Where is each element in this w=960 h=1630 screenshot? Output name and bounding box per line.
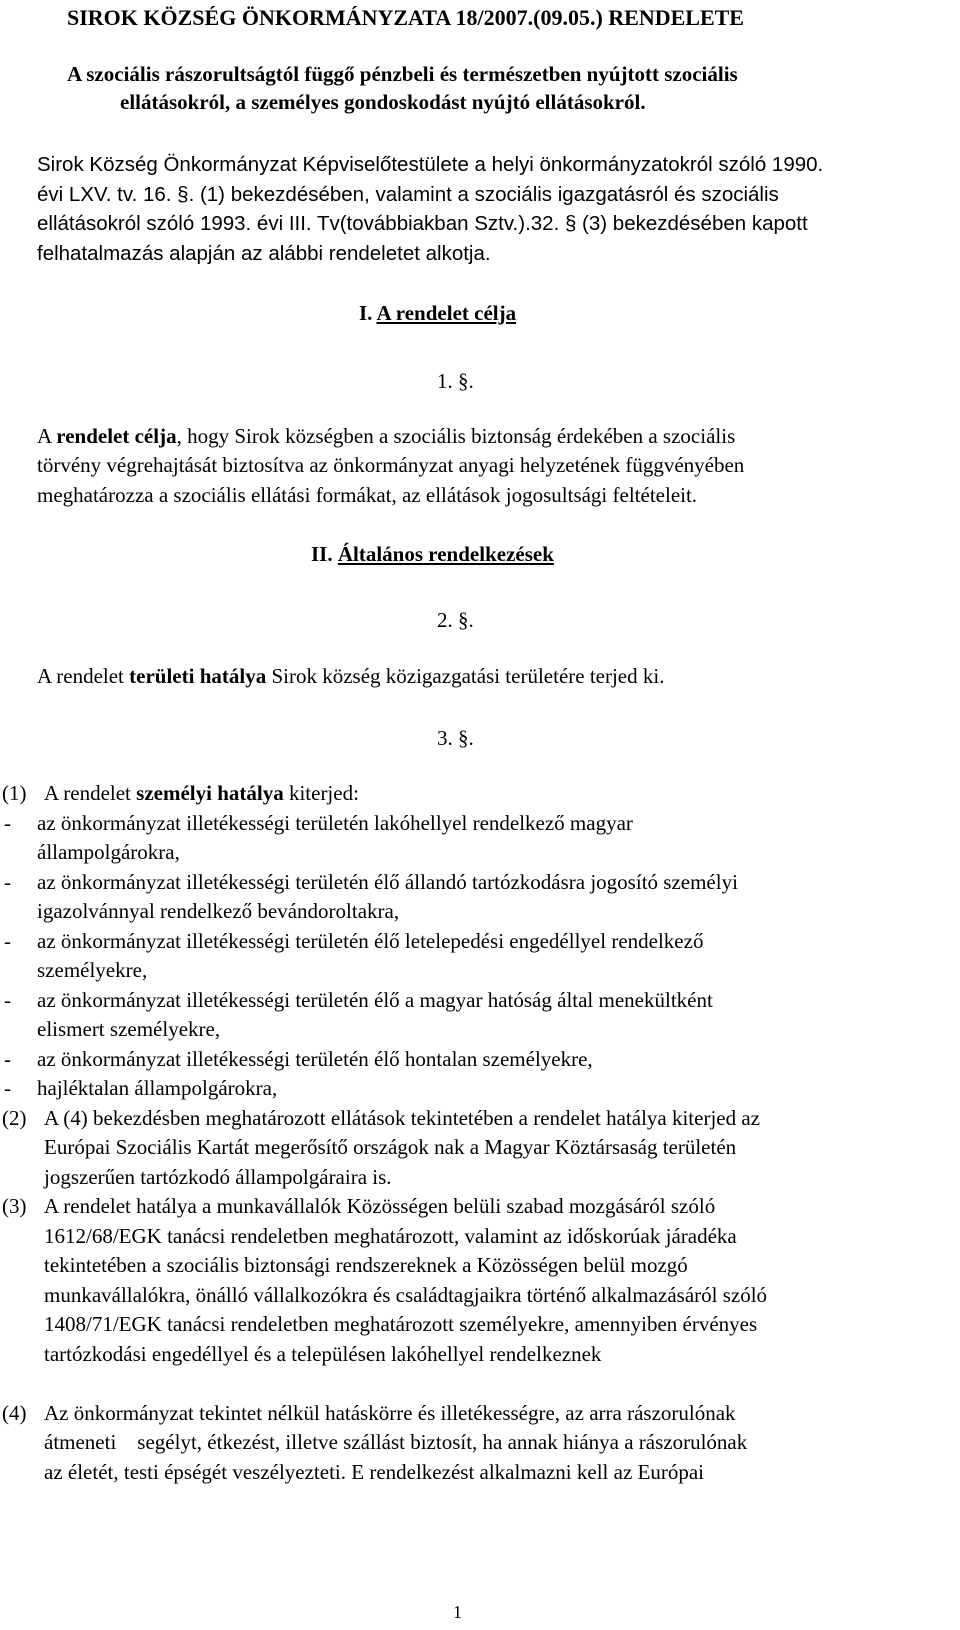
section-title: A rendelet célja (376, 301, 517, 325)
list-item: az önkormányzat illetékességi területén élő hontalan személyekre, (37, 1047, 593, 1071)
list-item: állampolgárokra, (37, 840, 180, 864)
section-heading (311, 544, 554, 565)
document-subtitle-line: ellátásokról, a személyes gondoskodást nyújtó ellátásokról. (120, 90, 646, 114)
body-line: Az önkormányzat tekintet nélkül hatáskörre és illetékességre, az arra rászorulónak (44, 1401, 736, 1425)
body-line: tekintetében a szociális biztonsági rendszereknek a Közösségen belül mozgó (44, 1253, 688, 1277)
list-bullet: - (4, 1076, 11, 1100)
body-line: átmeneti segélyt, étkezést, illetve szállást biztosít, ha annak hiánya a rászorulónak (44, 1430, 748, 1454)
preamble-line: ellátásokról szóló 1993. évi III. Tv(továbbiakban Sztv.).32. § (3) bekezdésében kapott (37, 212, 808, 235)
subsection-number: (3) (2, 1194, 27, 1218)
body-line: A rendelet hatálya a munkavállalók Közösségen belüli szabad mozgásáról szóló (44, 1194, 716, 1218)
preamble-line: felhatalmazás alapján az alábbi rendeletet alkotja. (37, 242, 491, 265)
bold-term: területi hatálya (129, 664, 267, 688)
list-bullet: - (4, 811, 11, 835)
list-item: az önkormányzat illetékességi területén élő állandó tartózkodásra jogosító személyi (37, 870, 738, 894)
body-line: A (4) bekezdésben meghatározott ellátások tekintetében a rendelet hatálya kiterjed az (44, 1106, 760, 1130)
list-item: elismert személyekre, (37, 1017, 221, 1041)
body-line: 1408/71/EGK tanácsi rendeletben meghatározott személyekre, amennyiben érvényes (44, 1312, 758, 1336)
subsection-number: (4) (2, 1401, 27, 1425)
paragraph-heading: 2. §. (437, 608, 474, 632)
paragraph-heading: 3. §. (437, 726, 474, 750)
subsection-number: (2) (2, 1106, 27, 1130)
section-heading (359, 303, 516, 324)
body-line: Európai Szociális Kartát megerősítő országok nak a Magyar Köztársaság területén (44, 1135, 737, 1159)
list-bullet: - (4, 929, 11, 953)
body-line: A rendelet célja, hogy Sirok községben a szociális biztonság érdekében a szociális (37, 424, 736, 448)
body-line: meghatározza a szociális ellátási formákat, az ellátások jogosultsági feltételeit. (37, 483, 698, 507)
page-number: 1 (453, 1602, 462, 1622)
list-item: az önkormányzat illetékességi területén élő letelepedési engedéllyel rendelkező (37, 929, 704, 953)
list-bullet: - (4, 870, 11, 894)
preamble-line: Sirok Község Önkormányzat Képviselőtestülete a helyi önkormányzatokról szóló 1990. (37, 153, 824, 176)
body-line: A rendelet területi hatálya Sirok község közigazgatási területére terjed ki. (37, 664, 665, 688)
body-line: munkavállalókra, önálló vállalkozókra és családtagjaikra történő alkalmazásáról szóló (44, 1283, 768, 1307)
document-title: SIROK KÖZSÉG ÖNKORMÁNYZATA 18/2007.(09.05.) RENDELETE (67, 5, 744, 30)
bold-term: személyi hatálya (136, 781, 284, 805)
bold-term: rendelet célja (56, 424, 177, 448)
subsection-number: (1) (2, 781, 27, 805)
body-line: az életét, testi épségét veszélyezteti. E rendelkezést alkalmazni kell az Európai (44, 1460, 705, 1484)
section-number: I. (359, 301, 373, 325)
preamble-line: évi LXV. tv. 16. §. (1) bekezdésében, valamint a szociális igazgatásról és szociális (37, 183, 779, 206)
body-line: törvény végrehajtását biztosítva az önkormányzat anyagi helyzetének függvényében (37, 453, 745, 477)
list-item: hajléktalan állampolgárokra, (37, 1076, 278, 1100)
list-item: személyekre, (37, 958, 148, 982)
list-item: az önkormányzat illetékességi területén lakóhellyel rendelkező magyar (37, 811, 633, 835)
section-number: II. (311, 542, 333, 566)
body-line: jogszerűen tartózkodó állampolgáraira is. (44, 1165, 392, 1189)
document-subtitle-line: A szociális rászorultságtól függő pénzbeli és természetben nyújtott szociális (67, 62, 738, 86)
list-bullet: - (4, 1047, 11, 1071)
section-title: Általános rendelkezések (337, 542, 554, 566)
list-bullet: - (4, 988, 11, 1012)
body-line: tartózkodási engedéllyel és a településen lakóhellyel rendelkeznek (44, 1342, 602, 1366)
body-line: A rendelet személyi hatálya kiterjed: (44, 781, 359, 805)
body-line: 1612/68/EGK tanácsi rendeletben meghatározott, valamint az időskorúak járadéka (44, 1224, 737, 1248)
list-item: az önkormányzat illetékességi területén élő a magyar hatóság által menekültként (37, 988, 713, 1012)
paragraph-heading: 1. §. (437, 369, 474, 393)
list-item: igazolvánnyal rendelkező bevándoroltakra, (37, 899, 400, 923)
